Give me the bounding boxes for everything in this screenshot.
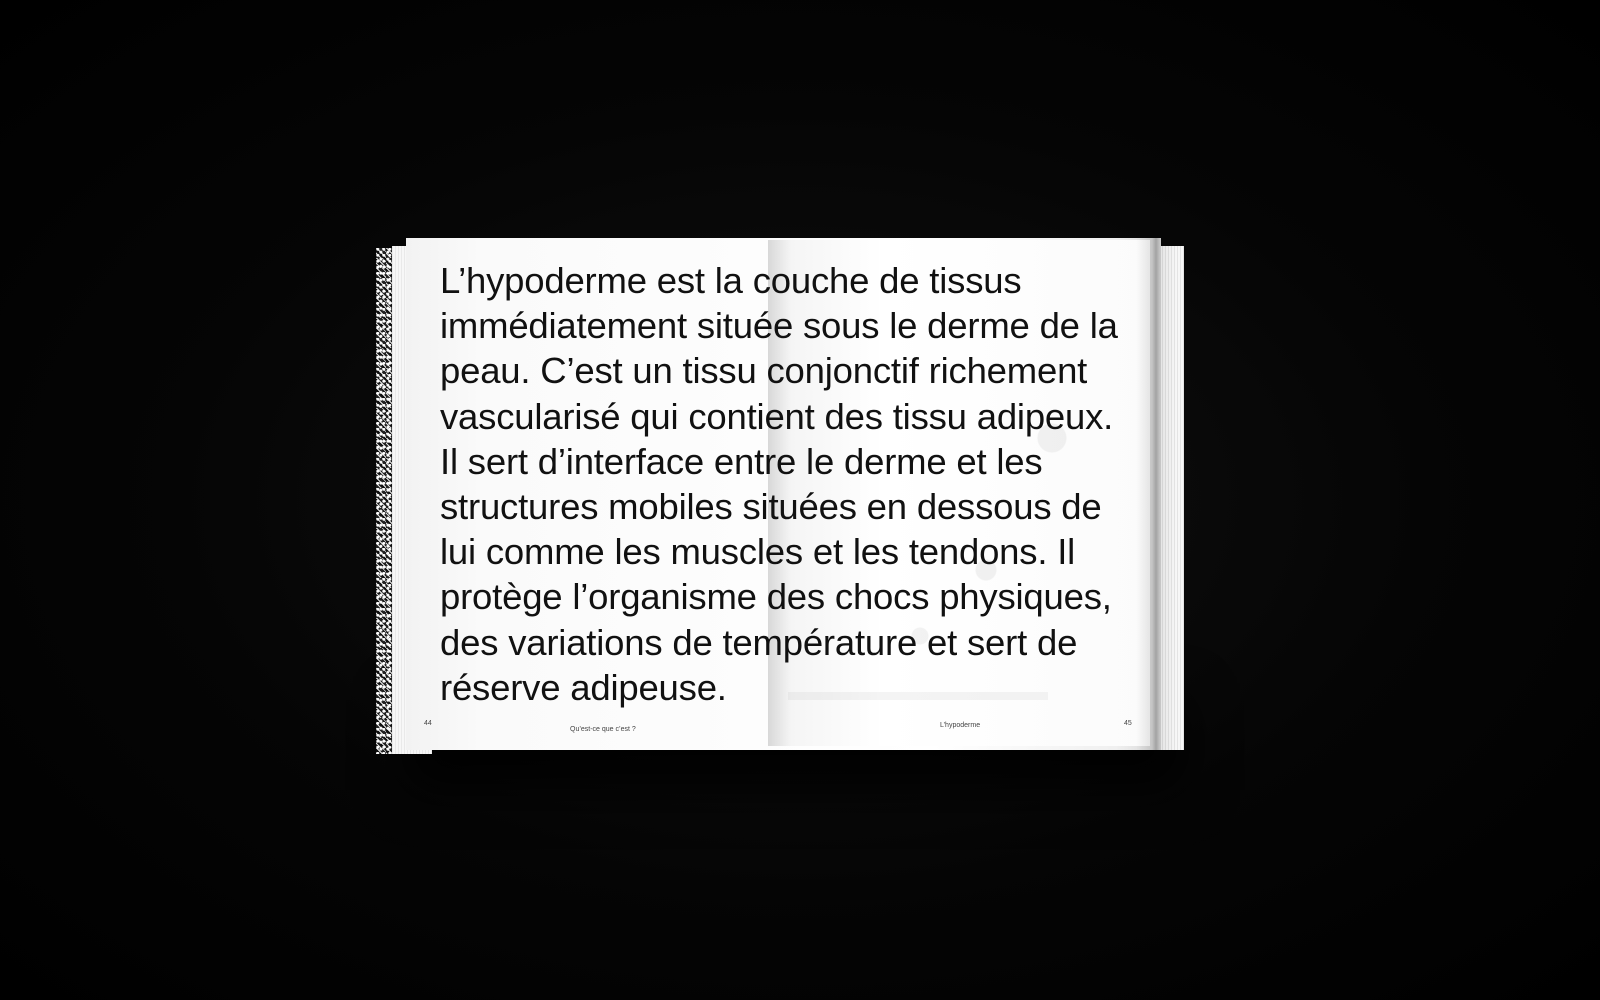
left-running-head: Qu’est-ce que c’est ? <box>570 726 636 733</box>
left-page-number: 44 <box>424 720 432 727</box>
right-running-head: L’hypoderme <box>940 722 981 729</box>
book-body-text: L’hypoderme est la couche de tissus immédiatement située sous le derme de la peau. C’est un tissu conjonctif richement vascularisé qui contient des tissu adipeux. Il sert d’interface entre le derme et les structures mobiles situées en dessous de lui comme les muscles et les tendons. Il protège l’organisme des chocs physiques, des variations de température et sert de réserve adipeuse. <box>440 260 1118 708</box>
right-page-number: 45 <box>1124 720 1132 727</box>
